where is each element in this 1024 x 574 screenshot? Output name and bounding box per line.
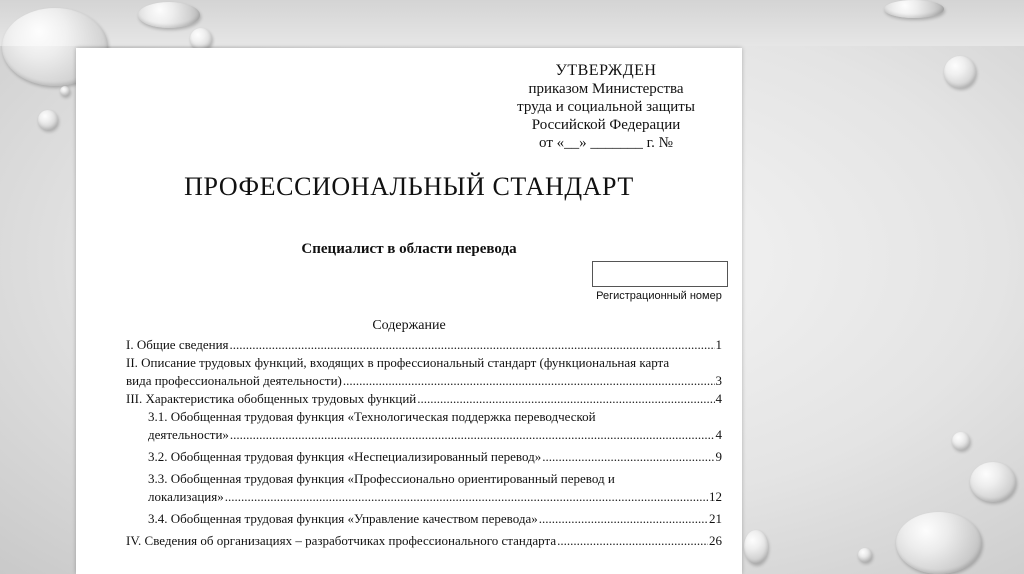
water-drop-decoration <box>896 512 982 574</box>
toc-entry-text: II. Описание трудовых функций, входящих в профессиональный стандарт (функциональная карта <box>126 355 670 370</box>
water-drop-decoration <box>60 86 70 96</box>
water-drop-decoration <box>190 28 212 50</box>
water-drop-decoration <box>38 110 58 130</box>
toc-page-number: 1 <box>715 337 722 352</box>
document-title: ПРОФЕССИОНАЛЬНЫЙ СТАНДАРТ <box>184 172 634 201</box>
toc-leader <box>230 426 715 444</box>
toc-leader <box>230 336 715 354</box>
approval-heading: УТВЕРЖДЕН <box>555 62 657 79</box>
toc-leader <box>539 510 708 528</box>
toc-page-number: 26 <box>709 533 722 548</box>
toc-entry-text-continued: локализация» <box>148 489 224 504</box>
toc-leader <box>417 390 714 408</box>
specialist-title: Специалист в области перевода <box>301 241 517 257</box>
water-drop-decoration <box>138 2 200 28</box>
water-drop-decoration <box>744 530 768 564</box>
toc-entry <box>148 408 722 444</box>
toc-page-number: 4 <box>715 391 722 406</box>
toc-page-number: 21 <box>709 511 722 526</box>
toc-entry-text: 3.3. Обобщенная трудовая функция «Профессионально ориентированный перевод и <box>148 471 615 486</box>
toc-entry-text: I. Общие сведения <box>126 337 229 352</box>
toc-entry <box>126 532 722 550</box>
contents-heading: Содержание <box>372 318 446 333</box>
toc-leader <box>557 532 708 550</box>
toc-entry <box>126 354 722 390</box>
toc-entry <box>148 448 722 466</box>
water-drop-decoration <box>884 0 944 18</box>
toc-page-number: 4 <box>715 427 722 442</box>
approval-line: труда и социальной защиты <box>517 99 695 115</box>
toc-entry-text: 3.2. Обобщенная трудовая функция «Неспециализированный перевод» <box>148 449 542 464</box>
toc-entry-text: IV. Сведения об организациях – разработчиках профессионального стандарта <box>126 533 557 548</box>
toc-entry-text-continued: вида профессиональной деятельности) <box>126 373 342 388</box>
toc-page-number: 9 <box>715 449 722 464</box>
toc-entry-text-continued: деятельности» <box>148 427 229 442</box>
toc-page-number: 12 <box>709 489 722 504</box>
water-drop-decoration <box>952 432 970 450</box>
toc-entry <box>148 470 722 506</box>
registration-number-box <box>592 261 728 287</box>
toc-entry-text: 3.1. Обобщенная трудовая функция «Технологическая поддержка переводческой <box>148 409 596 424</box>
document-page <box>76 48 742 574</box>
approval-block <box>476 62 736 152</box>
toc-entry <box>126 336 722 354</box>
water-drop-decoration <box>970 462 1016 502</box>
toc-leader <box>542 448 714 466</box>
approval-date-line: от «__» _______ г. № <box>539 135 673 151</box>
toc-entry <box>126 390 722 408</box>
water-drop-decoration <box>944 56 976 88</box>
toc-leader <box>225 488 708 506</box>
registration-number-label: Регистрационный номер <box>596 290 722 302</box>
toc-leader <box>343 372 715 390</box>
water-drop-decoration <box>858 548 872 562</box>
table-of-contents <box>126 336 722 550</box>
approval-line: приказом Министерства <box>528 81 684 97</box>
toc-entry-text: 3.4. Обобщенная трудовая функция «Управление качеством перевода» <box>148 511 538 526</box>
toc-entry-text: III. Характеристика обобщенных трудовых функций <box>126 391 417 406</box>
approval-line: Российской Федерации <box>531 117 681 133</box>
toc-entry <box>148 510 722 528</box>
toc-page-number: 3 <box>715 373 722 388</box>
